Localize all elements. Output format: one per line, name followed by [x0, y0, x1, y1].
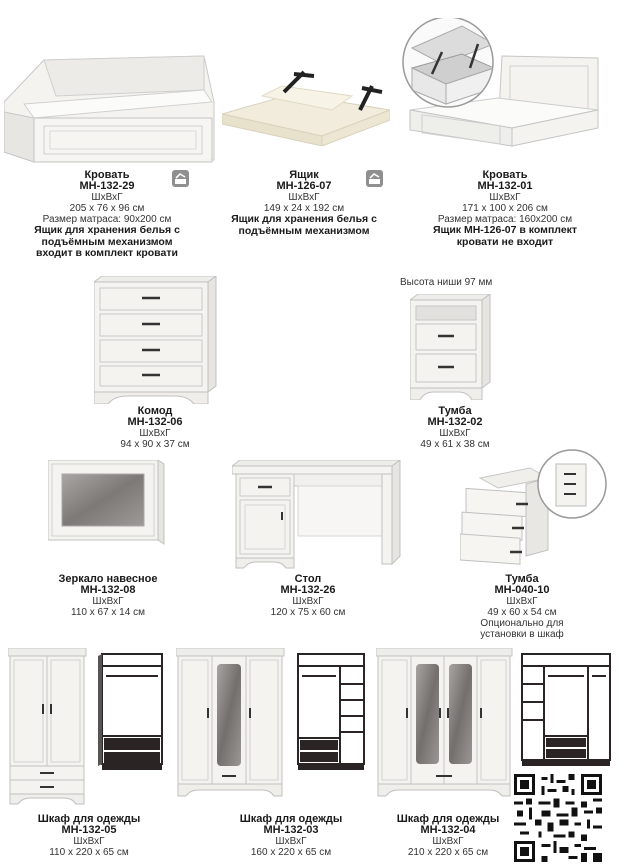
dims-label: ШхВхГ [92, 596, 124, 607]
nightstand-mh-132-02-image [410, 294, 492, 400]
wardrobe-mh-132-04-open-image [518, 650, 616, 768]
product-code: МН-132-03 [263, 824, 319, 836]
product-name: Кровать [84, 169, 130, 181]
dims-label: ШхВхГ [73, 836, 105, 847]
dims: 120 x 75 x 60 см [270, 607, 346, 618]
desk-mh-132-26-image [232, 460, 402, 570]
caption-wardrobe-03 [240, 814, 343, 858]
dims: 160 x 220 x 65 см [250, 847, 332, 858]
dims: 171 x 100 x 206 см [462, 203, 548, 214]
product-code: МН-132-05 [61, 824, 117, 836]
caption-desk-26 [271, 574, 346, 618]
product-name: Тумба [505, 573, 539, 585]
niche-height-note: Высота ниши 97 мм [400, 277, 493, 288]
wardrobe-mh-132-04-closed-image [376, 648, 516, 804]
caption-bed-29 [34, 170, 180, 260]
dims: 210 x 220 x 65 см [407, 847, 489, 858]
bed-mh-132-29-image [4, 42, 216, 167]
dims: 49 x 60 x 54 см [487, 607, 557, 618]
product-name: Шкаф для одежды [37, 813, 141, 825]
wardrobe-mh-132-03-closed-image [176, 648, 288, 804]
product-code: МН-132-06 [127, 416, 183, 428]
dims: 110 x 220 x 65 см [49, 847, 129, 858]
note-line: Ящик для хранения белья с [231, 213, 377, 225]
note-line: подъёмным механизмом [238, 224, 370, 237]
dims-label: ШхВхГ [489, 192, 521, 203]
product-code: МН-132-26 [280, 584, 336, 596]
bed-mh-132-01-image [402, 18, 604, 168]
mattress-size: Размер матраса: 160х200 см [437, 214, 573, 225]
mattress-size: Размер матраса: 90х200 см [42, 214, 172, 225]
dims-label: ШхВхГ [292, 596, 324, 607]
product-name: Зеркало навесное [58, 573, 158, 585]
dims-label: ШхВхГ [432, 836, 464, 847]
caption-drawer-07 [231, 170, 377, 237]
wardrobe-mh-132-05-open-image [98, 650, 168, 772]
caption-wardrobe-04 [397, 814, 500, 858]
mirror-mh-132-08-image [48, 460, 166, 546]
wardrobe-mh-132-03-open-image [294, 650, 370, 772]
product-code: МН-132-02 [427, 416, 483, 428]
wardrobe-mh-132-05-closed-image [8, 648, 92, 806]
product-code: МН-132-04 [420, 824, 476, 836]
product-name: Ящик [289, 169, 319, 181]
pedestal-mh-040-10-image [460, 446, 610, 566]
dims-label: ШхВхГ [506, 596, 538, 607]
caption-bed-01 [433, 170, 577, 248]
product-code: МН-126-07 [276, 180, 332, 192]
note-line: установки в шкаф [480, 629, 564, 640]
product-name: Комод [137, 405, 173, 417]
product-name: Кровать [482, 169, 528, 181]
product-code: МН-132-08 [80, 584, 136, 596]
caption-pedestal-10 [480, 574, 564, 640]
product-code: МН-132-29 [79, 180, 135, 192]
caption-chest-06 [120, 406, 189, 450]
note-line: входит в комплект кровати [36, 247, 178, 259]
product-name: Шкаф для одежды [239, 813, 343, 825]
dims-label: ШхВхГ [275, 836, 307, 847]
note-line: подъёмным механизмом [41, 235, 173, 248]
dims-label: ШхВхГ [139, 428, 171, 439]
qr-code[interactable] [514, 774, 602, 862]
note-line: Ящик МН-126-07 в комплект [432, 224, 578, 236]
note-line: Опционально для [480, 618, 564, 629]
dims-label: ШхВхГ [439, 428, 471, 439]
product-name: Стол [294, 573, 322, 585]
dims: 110 x 67 x 14 см [71, 607, 145, 618]
drawer-mh-126-07-image [222, 66, 390, 146]
dims: 49 x 61 x 38 см [420, 439, 490, 450]
product-name: Тумба [438, 405, 472, 417]
caption-mirror-08 [59, 574, 158, 618]
caption-wardrobe-05 [38, 814, 141, 858]
dims-label: ШхВхГ [288, 192, 320, 203]
product-code: МН-040-10 [494, 584, 550, 596]
note-line: кровати не входит [456, 235, 554, 248]
product-name: Шкаф для одежды [396, 813, 500, 825]
dims: 149 x 24 x 192 см [263, 203, 345, 214]
note-line: Ящик для хранения белья с [34, 224, 180, 236]
product-code: МН-132-01 [477, 180, 533, 192]
dims: 94 x 90 x 37 см [120, 439, 190, 450]
chest-mh-132-06-image [94, 276, 218, 404]
dims-label: ШхВхГ [91, 192, 123, 203]
caption-nightstand-02 [420, 406, 489, 450]
dims: 205 x 76 x 96 см [69, 203, 145, 214]
